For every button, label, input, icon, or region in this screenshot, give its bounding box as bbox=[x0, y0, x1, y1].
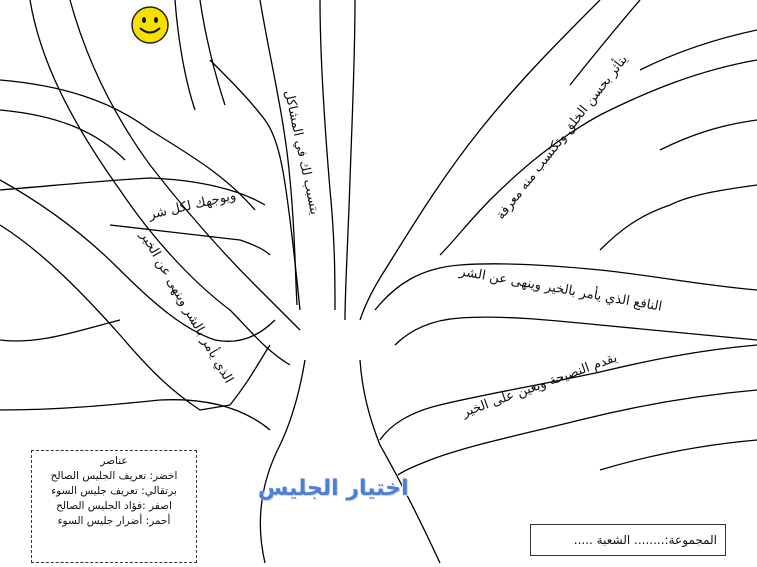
group-section-field: المجموعة:........ الشعبة ..... bbox=[530, 524, 726, 556]
branch-top-left-1 bbox=[175, 0, 195, 110]
legend-heading: عناصر bbox=[100, 455, 128, 467]
branch-low-left-b bbox=[0, 400, 270, 430]
branch-left-outer-a bbox=[30, 0, 290, 365]
legend-item: اصفر :فؤاد الجليس الصالح bbox=[56, 500, 172, 512]
smiley-face-icon bbox=[130, 5, 170, 45]
branch-right-upper-c bbox=[600, 185, 757, 250]
branch-right-upper-b bbox=[660, 120, 757, 150]
branch-upper-left-a bbox=[0, 80, 255, 210]
branch-label-leads-to-evil: ويوجهك لكل شر bbox=[147, 188, 238, 223]
branch-label-commands-evil: الذي يأمر بالشر وينهى عن الخير bbox=[136, 229, 236, 386]
branch-label-good-influence: يتأثر بحسن الخلق وتكتسب منه معرفة bbox=[493, 52, 632, 223]
branch-center-c bbox=[345, 0, 355, 320]
branch-right-lowest bbox=[600, 440, 757, 470]
legend-box bbox=[31, 450, 197, 563]
branch-right-low-a bbox=[380, 345, 757, 440]
branch-left-diag-b bbox=[0, 180, 275, 341]
branch-left-outer-b bbox=[70, 0, 300, 330]
legend-item: برتقالي: تعريف جليس السوء bbox=[51, 485, 177, 497]
branch-mid-left-b bbox=[110, 225, 270, 255]
branch-top-left-2 bbox=[200, 0, 225, 105]
diagram-title: اختيار الجليس bbox=[258, 476, 409, 501]
branch-center-b bbox=[320, 0, 335, 310]
branch-label-causes-problems: يتسبب لك في المشاكل bbox=[280, 88, 322, 217]
branch-right-mid-b bbox=[395, 317, 757, 345]
trunk-left-edge bbox=[260, 360, 305, 563]
legend-item: اخضر: تعريف الجليس الصالح bbox=[50, 470, 178, 482]
branch-label-beneficial: النافع الذي يأمر بالخير وينهى عن الشر bbox=[458, 264, 664, 315]
branch-low-left-a bbox=[0, 320, 120, 341]
legend-item: أحمر: أضرار جليس السوء bbox=[57, 515, 171, 527]
branch-label-gives-advice: يقدم النصيحة ويعين على الخير bbox=[460, 350, 620, 421]
branch-upper-left-b bbox=[0, 110, 125, 160]
